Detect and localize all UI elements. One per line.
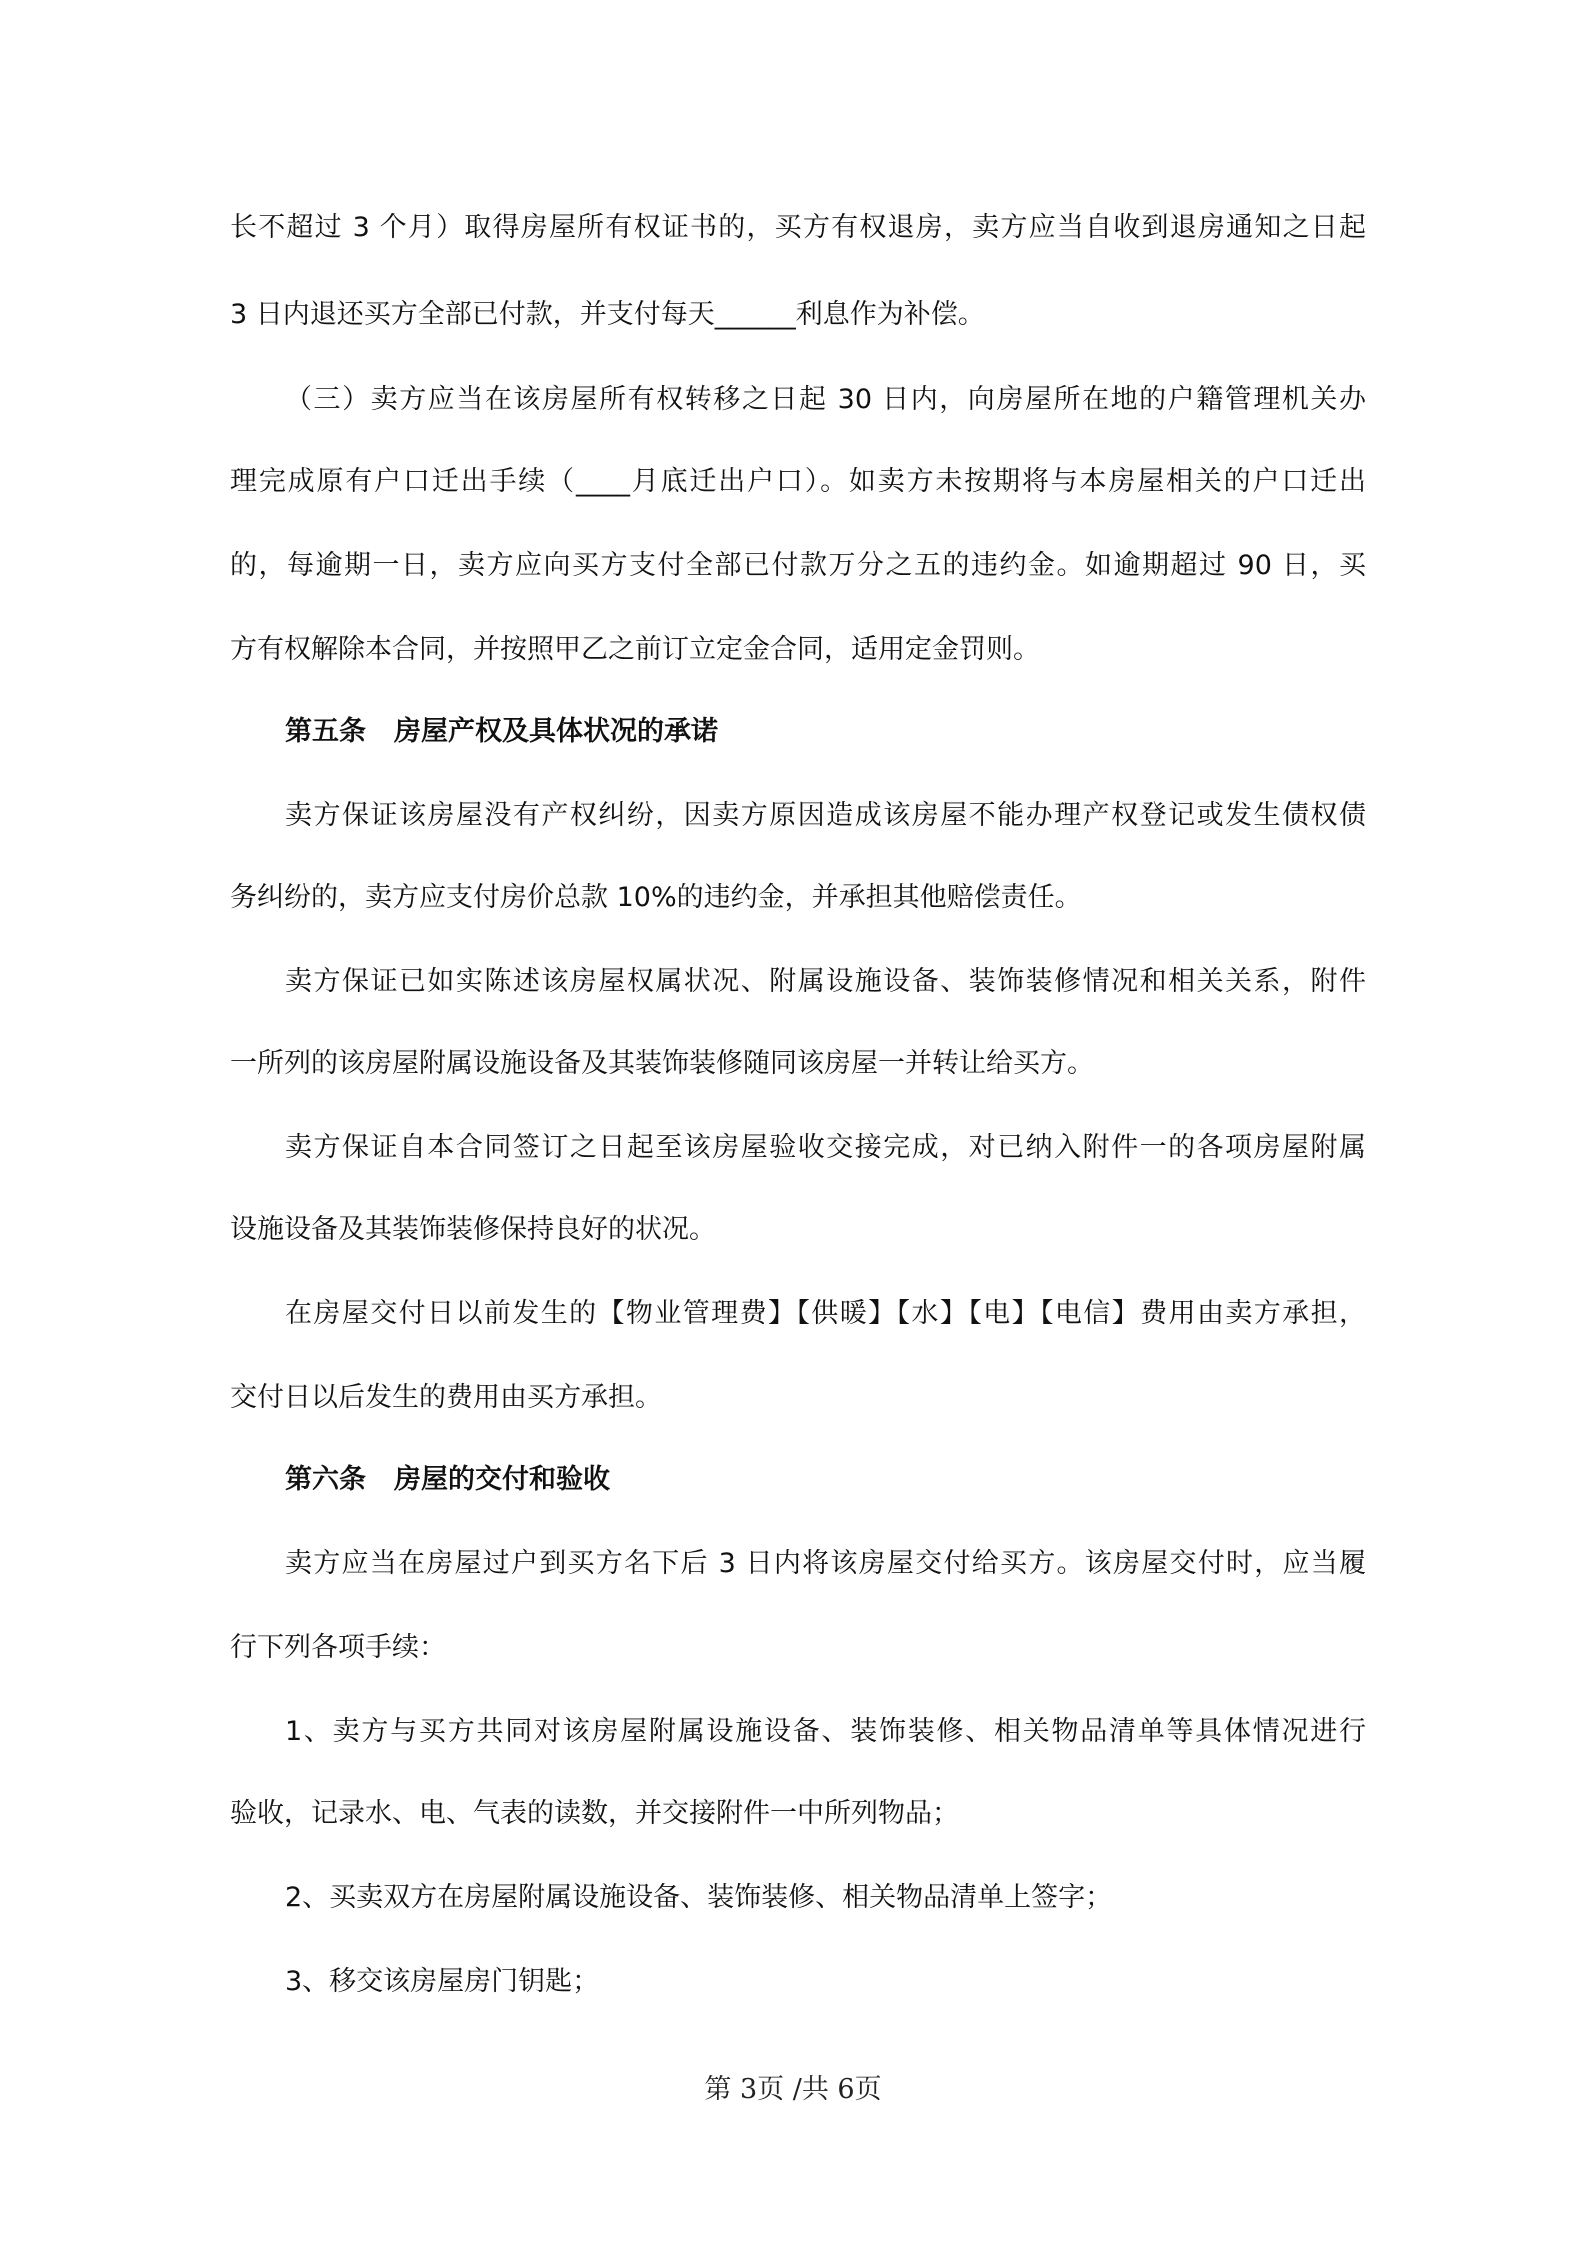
paragraph-line: 在房屋交付日以前发生的【物业管理费】【供暖】【水】【电】【电信】费用由卖方承担， <box>285 1298 1366 1329</box>
section-number: 第五条 <box>285 716 366 747</box>
paragraph-line: 理完成原有户口迁出手续（____月底迁出户口）。如卖方未按期将与本房屋相关的户口迁出 <box>230 466 1366 497</box>
paragraph-line: 长不超过 3 个月）取得房屋所有权证书的，买方有权退房，卖方应当自收到退房通知之日起 <box>230 212 1366 243</box>
list-item-line: 3、移交该房屋房门钥匙； <box>285 1966 600 1997</box>
paragraph-line: （三）卖方应当在该房屋所有权转移之日起 30 日内，向房屋所在地的户籍管理机关办 <box>285 384 1366 415</box>
list-item-line: 1、卖方与买方共同对该房屋附属设施设备、装饰装修、相关物品清单等具体情况进行 <box>285 1716 1366 1747</box>
paragraph-line: 设施设备及其装饰装修保持良好的状况。 <box>230 1214 716 1245</box>
paragraph-line: 卖方保证该房屋没有产权纠纷，因卖方原因造成该房屋不能办理产权登记或发生债权债 <box>285 800 1366 831</box>
paragraph-line: 务纠纷的，卖方应支付房价总款 10%的违约金，并承担其他赔偿责任。 <box>230 882 1082 913</box>
paragraph-line: 行下列各项手续： <box>230 1632 446 1663</box>
section-heading-6 <box>285 1460 1366 1500</box>
paragraph-line: 卖方保证自本合同签订之日起至该房屋验收交接完成，对已纳入附件一的各项房屋附属 <box>285 1132 1366 1163</box>
page-number-footer: 第 3页 /共 6页 <box>704 2074 882 2105</box>
paragraph-line: 的，每逾期一日，卖方应向买方支付全部已付款万分之五的违约金。如逾期超过 90 日，买 <box>230 550 1366 581</box>
paragraph-line: 3 日内退还买方全部已付款，并支付每天______利息作为补偿。 <box>230 299 985 330</box>
paragraph-line: 卖方保证已如实陈述该房屋权属状况、附属设施设备、装饰装修情况和相关关系，附件 <box>285 966 1366 997</box>
section-number: 第六条 <box>285 1464 366 1495</box>
paragraph-line: 卖方应当在房屋过户到买方名下后 3 日内将该房屋交付给买方。该房屋交付时，应当履 <box>285 1548 1366 1579</box>
paragraph-line: 方有权解除本合同，并按照甲乙之前订立定金合同，适用定金罚则。 <box>230 634 1040 665</box>
section-title: 房屋产权及具体状况的承诺 <box>394 716 718 747</box>
paragraph-line: 一所列的该房屋附属设施设备及其装饰装修随同该房屋一并转让给买方。 <box>230 1048 1094 1079</box>
section-title: 房屋的交付和验收 <box>394 1464 610 1495</box>
list-item-line: 2、买卖双方在房屋附属设施设备、装饰装修、相关物品清单上签字； <box>285 1882 1113 1913</box>
section-heading-5 <box>285 712 1366 752</box>
list-item-line: 验收，记录水、电、气表的读数，并交接附件一中所列物品； <box>230 1798 959 1829</box>
paragraph-line: 交付日以后发生的费用由买方承担。 <box>230 1382 662 1413</box>
